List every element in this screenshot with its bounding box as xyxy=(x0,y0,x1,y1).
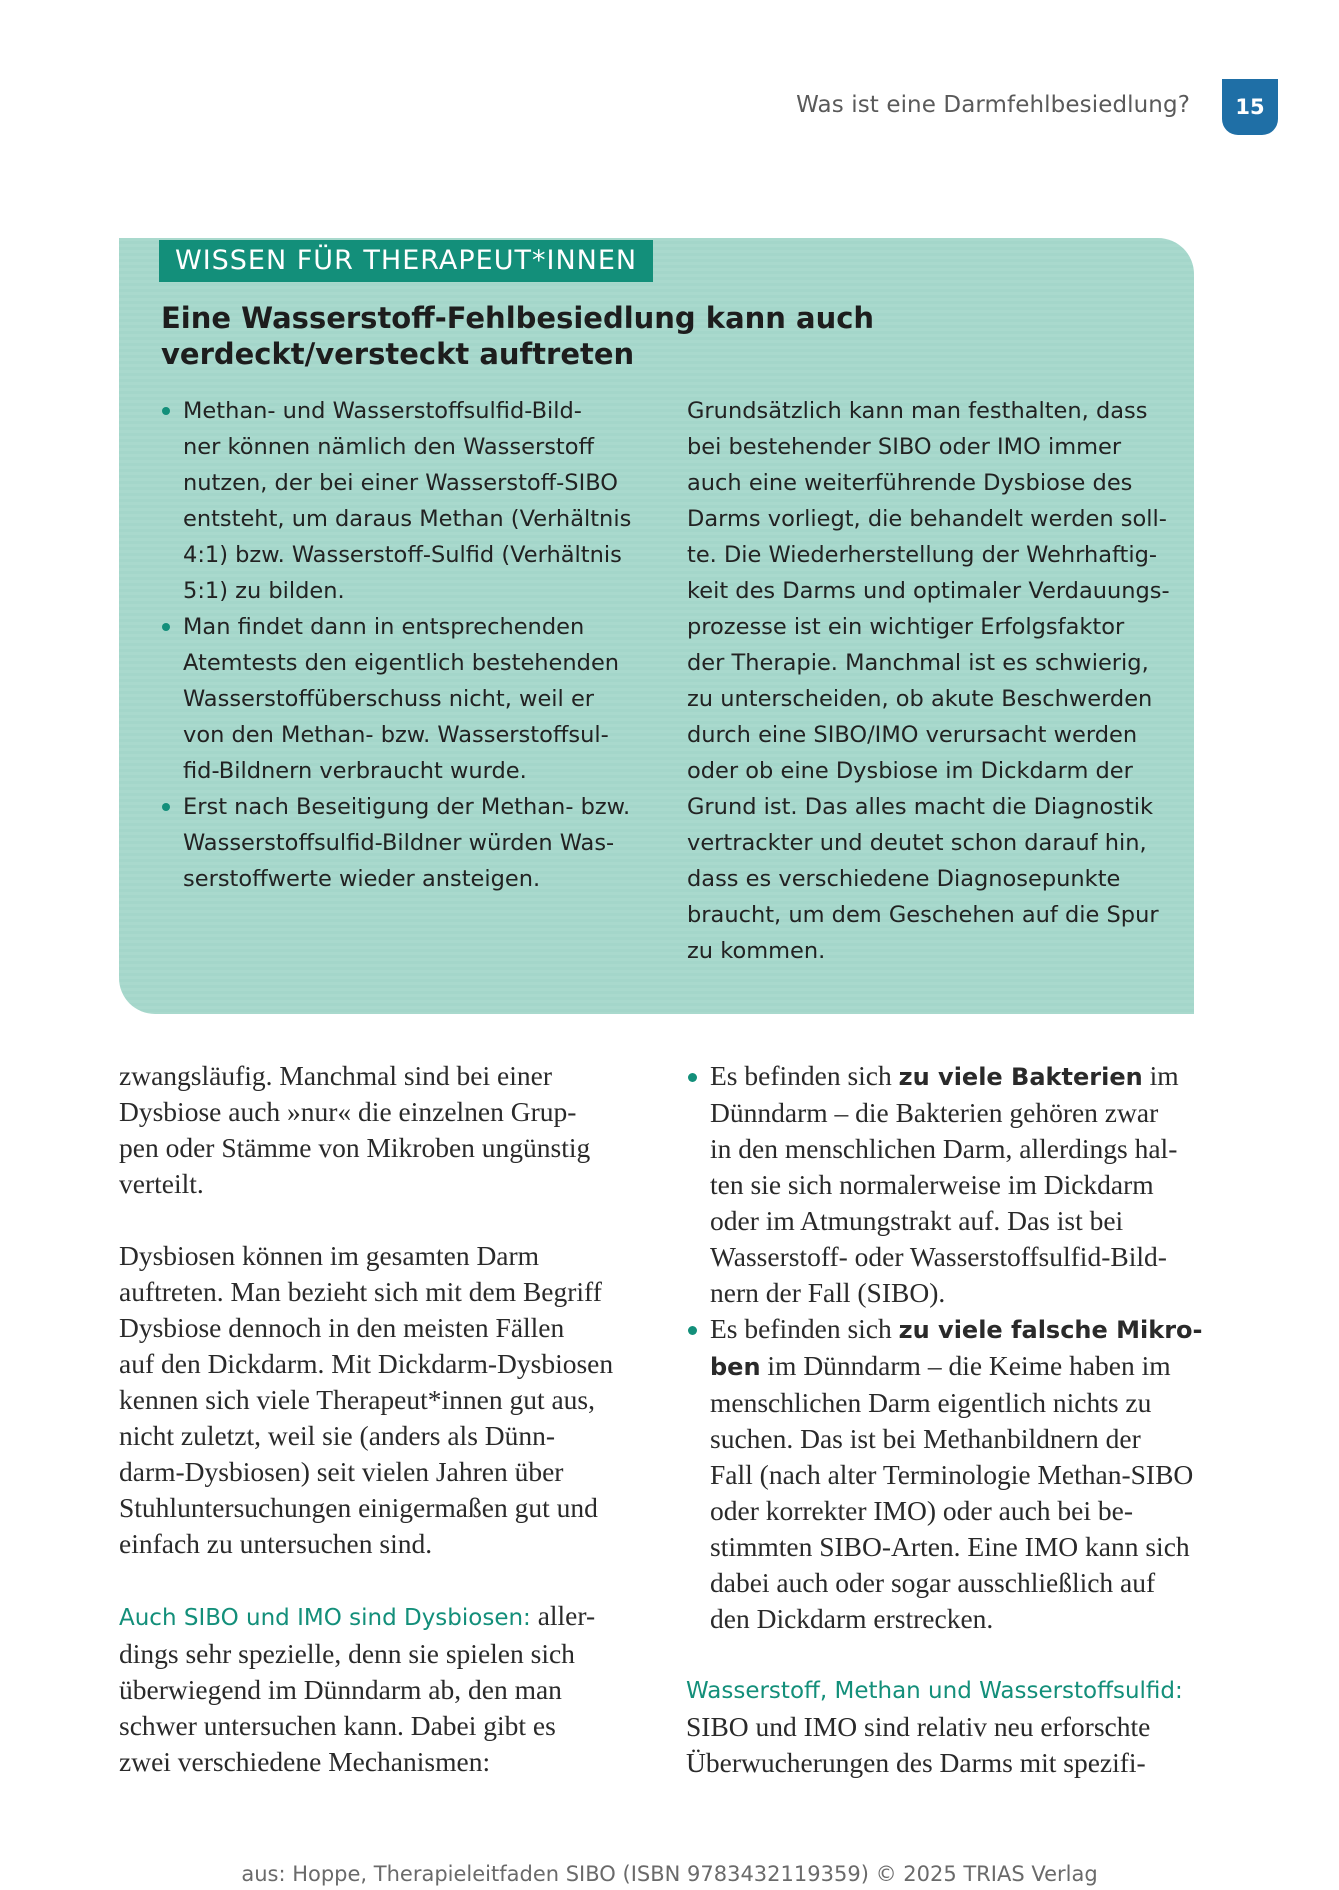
text-line: Wasserstoff- oder Wasserstoffsulfid-Bild- xyxy=(710,1241,1167,1272)
text-line: zwangsläufig. Manchmal sind bei einer xyxy=(119,1060,552,1091)
box-headline xyxy=(161,300,921,372)
bullet-dot-icon xyxy=(162,407,170,415)
bullet-dot-icon xyxy=(688,1326,697,1335)
text-line: überwiegend im Dünndarm ab, den man xyxy=(119,1674,562,1705)
text-line: Überwucherungen des Darms mit spezifi- xyxy=(686,1747,1146,1778)
inline-heading: Auch SIBO und IMO sind Dysbiosen: xyxy=(119,1605,531,1631)
text-line: Erst nach Beseitigung der Methan- bzw. xyxy=(183,794,631,820)
text-line: stimmten SIBO-Arten. Eine IMO kann sich xyxy=(710,1531,1190,1562)
box-left-column xyxy=(161,393,641,897)
text-line: auf den Dickdarm. Mit Dickdarm-Dysbiosen xyxy=(119,1348,614,1379)
bullet-dot-icon xyxy=(688,1073,697,1082)
text-line: suchen. Das ist bei Methanbildnern der xyxy=(710,1423,1141,1454)
text-line: zwei verschiedene Mechanismen: xyxy=(119,1746,491,1777)
text-line xyxy=(119,1598,639,1636)
text-line: der Therapie. Manchmal ist es schwierig, xyxy=(687,650,1149,676)
text-line: SIBO und IMO sind relativ neu erforschte xyxy=(686,1711,1151,1742)
paragraph xyxy=(686,1673,1206,1781)
text-line: in den menschlichen Darm, allerdings hal- xyxy=(710,1133,1178,1164)
box-bullet-item xyxy=(161,789,641,897)
text-line: verteilt. xyxy=(119,1168,204,1199)
box-bullet-list xyxy=(161,393,641,897)
paragraph xyxy=(119,1598,639,1780)
text-run: aller- xyxy=(530,1600,596,1631)
text-line xyxy=(710,1311,1206,1348)
bold-run: ben xyxy=(710,1353,761,1381)
text-line: pen oder Stämme von Mikroben ungünstig xyxy=(119,1132,591,1163)
text-line: ner können nämlich den Wasserstoff xyxy=(183,434,595,460)
text-line: nicht zuletzt, weil sie (anders als Dünn- xyxy=(119,1420,556,1451)
text-line: bei bestehender SIBO oder IMO immer xyxy=(687,434,1122,460)
running-title: Was ist eine Darmfehlbesiedlung? xyxy=(796,92,1190,118)
paragraph-spacer xyxy=(119,1202,639,1238)
text-line: dass es verschiedene Diagnosepunkte xyxy=(687,866,1121,892)
text-line: auftreten. Man bezieht sich mit dem Begriff xyxy=(119,1276,602,1307)
text-line: Dysbiose dennoch in den meisten Fällen xyxy=(119,1312,565,1343)
text-line: Fall (nach alter Terminologie Methan-SIBO xyxy=(710,1459,1194,1490)
text-line: schwer untersuchen kann. Dabei gibt es xyxy=(119,1710,556,1741)
text-line: den Dickdarm erstrecken. xyxy=(710,1603,994,1634)
text-line: darm-Dysbiosen) seit vielen Jahren über xyxy=(119,1456,564,1487)
box-right-column xyxy=(687,393,1170,969)
text-line: Dünndarm – die Bakterien gehören zwar xyxy=(710,1097,1159,1128)
text-run: im xyxy=(1142,1060,1179,1091)
text-run: Es befinden sich xyxy=(710,1313,899,1344)
box-headline-line: verdeckt/versteckt auftreten xyxy=(161,337,635,371)
box-bullet-item xyxy=(161,609,641,789)
text-line: Grundsätzlich kann man festhalten, dass xyxy=(687,398,1148,424)
text-run: im Dünndarm – die Keime haben im xyxy=(760,1350,1171,1381)
text-line: Dysbiosen können im gesamten Darm xyxy=(119,1240,540,1271)
text-line: prozesse ist ein wichtiger Erfolgsfaktor xyxy=(687,614,1125,640)
text-line: Grund ist. Das alles macht die Diagnostik xyxy=(687,794,1154,820)
text-line: durch eine SIBO/IMO verursacht werden xyxy=(687,722,1138,748)
text-line xyxy=(710,1058,1206,1095)
text-line xyxy=(710,1348,1206,1385)
text-line: Wasserstoffüberschuss nicht, weil er xyxy=(183,686,595,712)
text-line: ten sie sich normalerweise im Dickdarm xyxy=(710,1169,1154,1200)
body-bullet-item xyxy=(686,1058,1206,1311)
text-line: von den Methan- bzw. Wasserstoffsul- xyxy=(183,722,609,748)
text-line: einfach zu untersuchen sind. xyxy=(119,1528,433,1559)
bullet-dot-icon xyxy=(162,803,170,811)
text-line: dings sehr spezielle, denn sie spielen sich xyxy=(119,1638,575,1669)
paragraph-spacer xyxy=(686,1637,1206,1673)
text-line: menschlichen Darm eigentlich nichts zu xyxy=(710,1387,1152,1418)
bullet-dot-icon xyxy=(162,623,170,631)
box-headline-line: Eine Wasserstoff-Fehlbesiedlung kann auch xyxy=(161,301,875,335)
text-line: kennen sich viele Therapeut*innen gut aus, xyxy=(119,1384,596,1415)
text-line: Stuhluntersuchungen einigermaßen gut und xyxy=(119,1492,598,1523)
body-bullet-item xyxy=(686,1311,1206,1637)
page-number-badge: 15 xyxy=(1222,79,1278,135)
info-box xyxy=(119,238,1194,1014)
paragraph xyxy=(119,1058,639,1202)
text-line: Darms vorliegt, die behandelt werden soll- xyxy=(687,506,1167,532)
body-left-column xyxy=(119,1058,639,1780)
text-line: zu kommen. xyxy=(687,938,826,964)
text-line: oder ob eine Dysbiose im Dickdarm der xyxy=(687,758,1133,784)
box-label: WISSEN FÜR THERAPEUT*INNEN xyxy=(159,240,653,282)
text-line: nutzen, der bei einer Wasserstoff-SIBO xyxy=(183,470,618,496)
text-line: zu unterscheiden, ob akute Beschwerden xyxy=(687,686,1153,712)
text-line: fid-Bildnern verbraucht wurde. xyxy=(183,758,527,784)
text-line: nern der Fall (SIBO). xyxy=(710,1277,946,1308)
text-line: oder im Atmungstrakt auf. Das ist bei xyxy=(710,1205,1124,1236)
bold-run: zu viele falsche Mikro- xyxy=(898,1316,1203,1344)
text-line: oder korrekter IMO) oder auch bei be- xyxy=(710,1495,1134,1526)
text-line: keit des Darms und optimaler Verdauungs- xyxy=(687,578,1170,604)
text-line: braucht, um dem Geschehen auf die Spur xyxy=(687,902,1159,928)
text-line: 4:1) bzw. Wasserstoff-Sulfid (Verhältnis xyxy=(183,542,622,568)
text-line: auch eine weiterführende Dysbiose des xyxy=(687,470,1133,496)
section-heading: Wasserstoff, Methan und Wasserstoffsulfid: xyxy=(686,1678,1183,1704)
text-line: Man findet dann in entsprechenden xyxy=(183,614,585,640)
text-line: entsteht, um daraus Methan (Verhältnis xyxy=(183,506,632,532)
body-bullet-list xyxy=(686,1058,1206,1637)
text-line: Atemtests den eigentlich bestehenden xyxy=(183,650,620,676)
text-line: 5:1) zu bilden. xyxy=(183,578,345,604)
paragraph xyxy=(119,1238,639,1562)
text-line: Methan- und Wasserstoffsulfid-Bild- xyxy=(183,398,582,424)
text-line: te. Die Wiederherstellung der Wehrhaftig- xyxy=(687,542,1158,568)
bold-run: zu viele Bakterien xyxy=(898,1063,1143,1091)
paragraph-spacer xyxy=(119,1562,639,1598)
source-footer: aus: Hoppe, Therapieleitfaden SIBO (ISBN 9783432119359) © 2025 TRIAS Verlag xyxy=(241,1862,1098,1886)
body-right-column xyxy=(686,1058,1206,1781)
box-bullet-item xyxy=(161,393,641,609)
text-line: Dysbiose auch »nur« die einzelnen Grup- xyxy=(119,1096,577,1127)
text-line: dabei auch oder sogar ausschließlich auf xyxy=(710,1567,1156,1598)
text-run: Es befinden sich xyxy=(710,1060,899,1091)
text-line: vertrackter und deutet schon darauf hin, xyxy=(687,830,1147,856)
text-line: Wasserstoffsulfid-Bildner würden Was- xyxy=(183,830,615,856)
text-line: serstoffwerte wieder ansteigen. xyxy=(183,866,541,892)
